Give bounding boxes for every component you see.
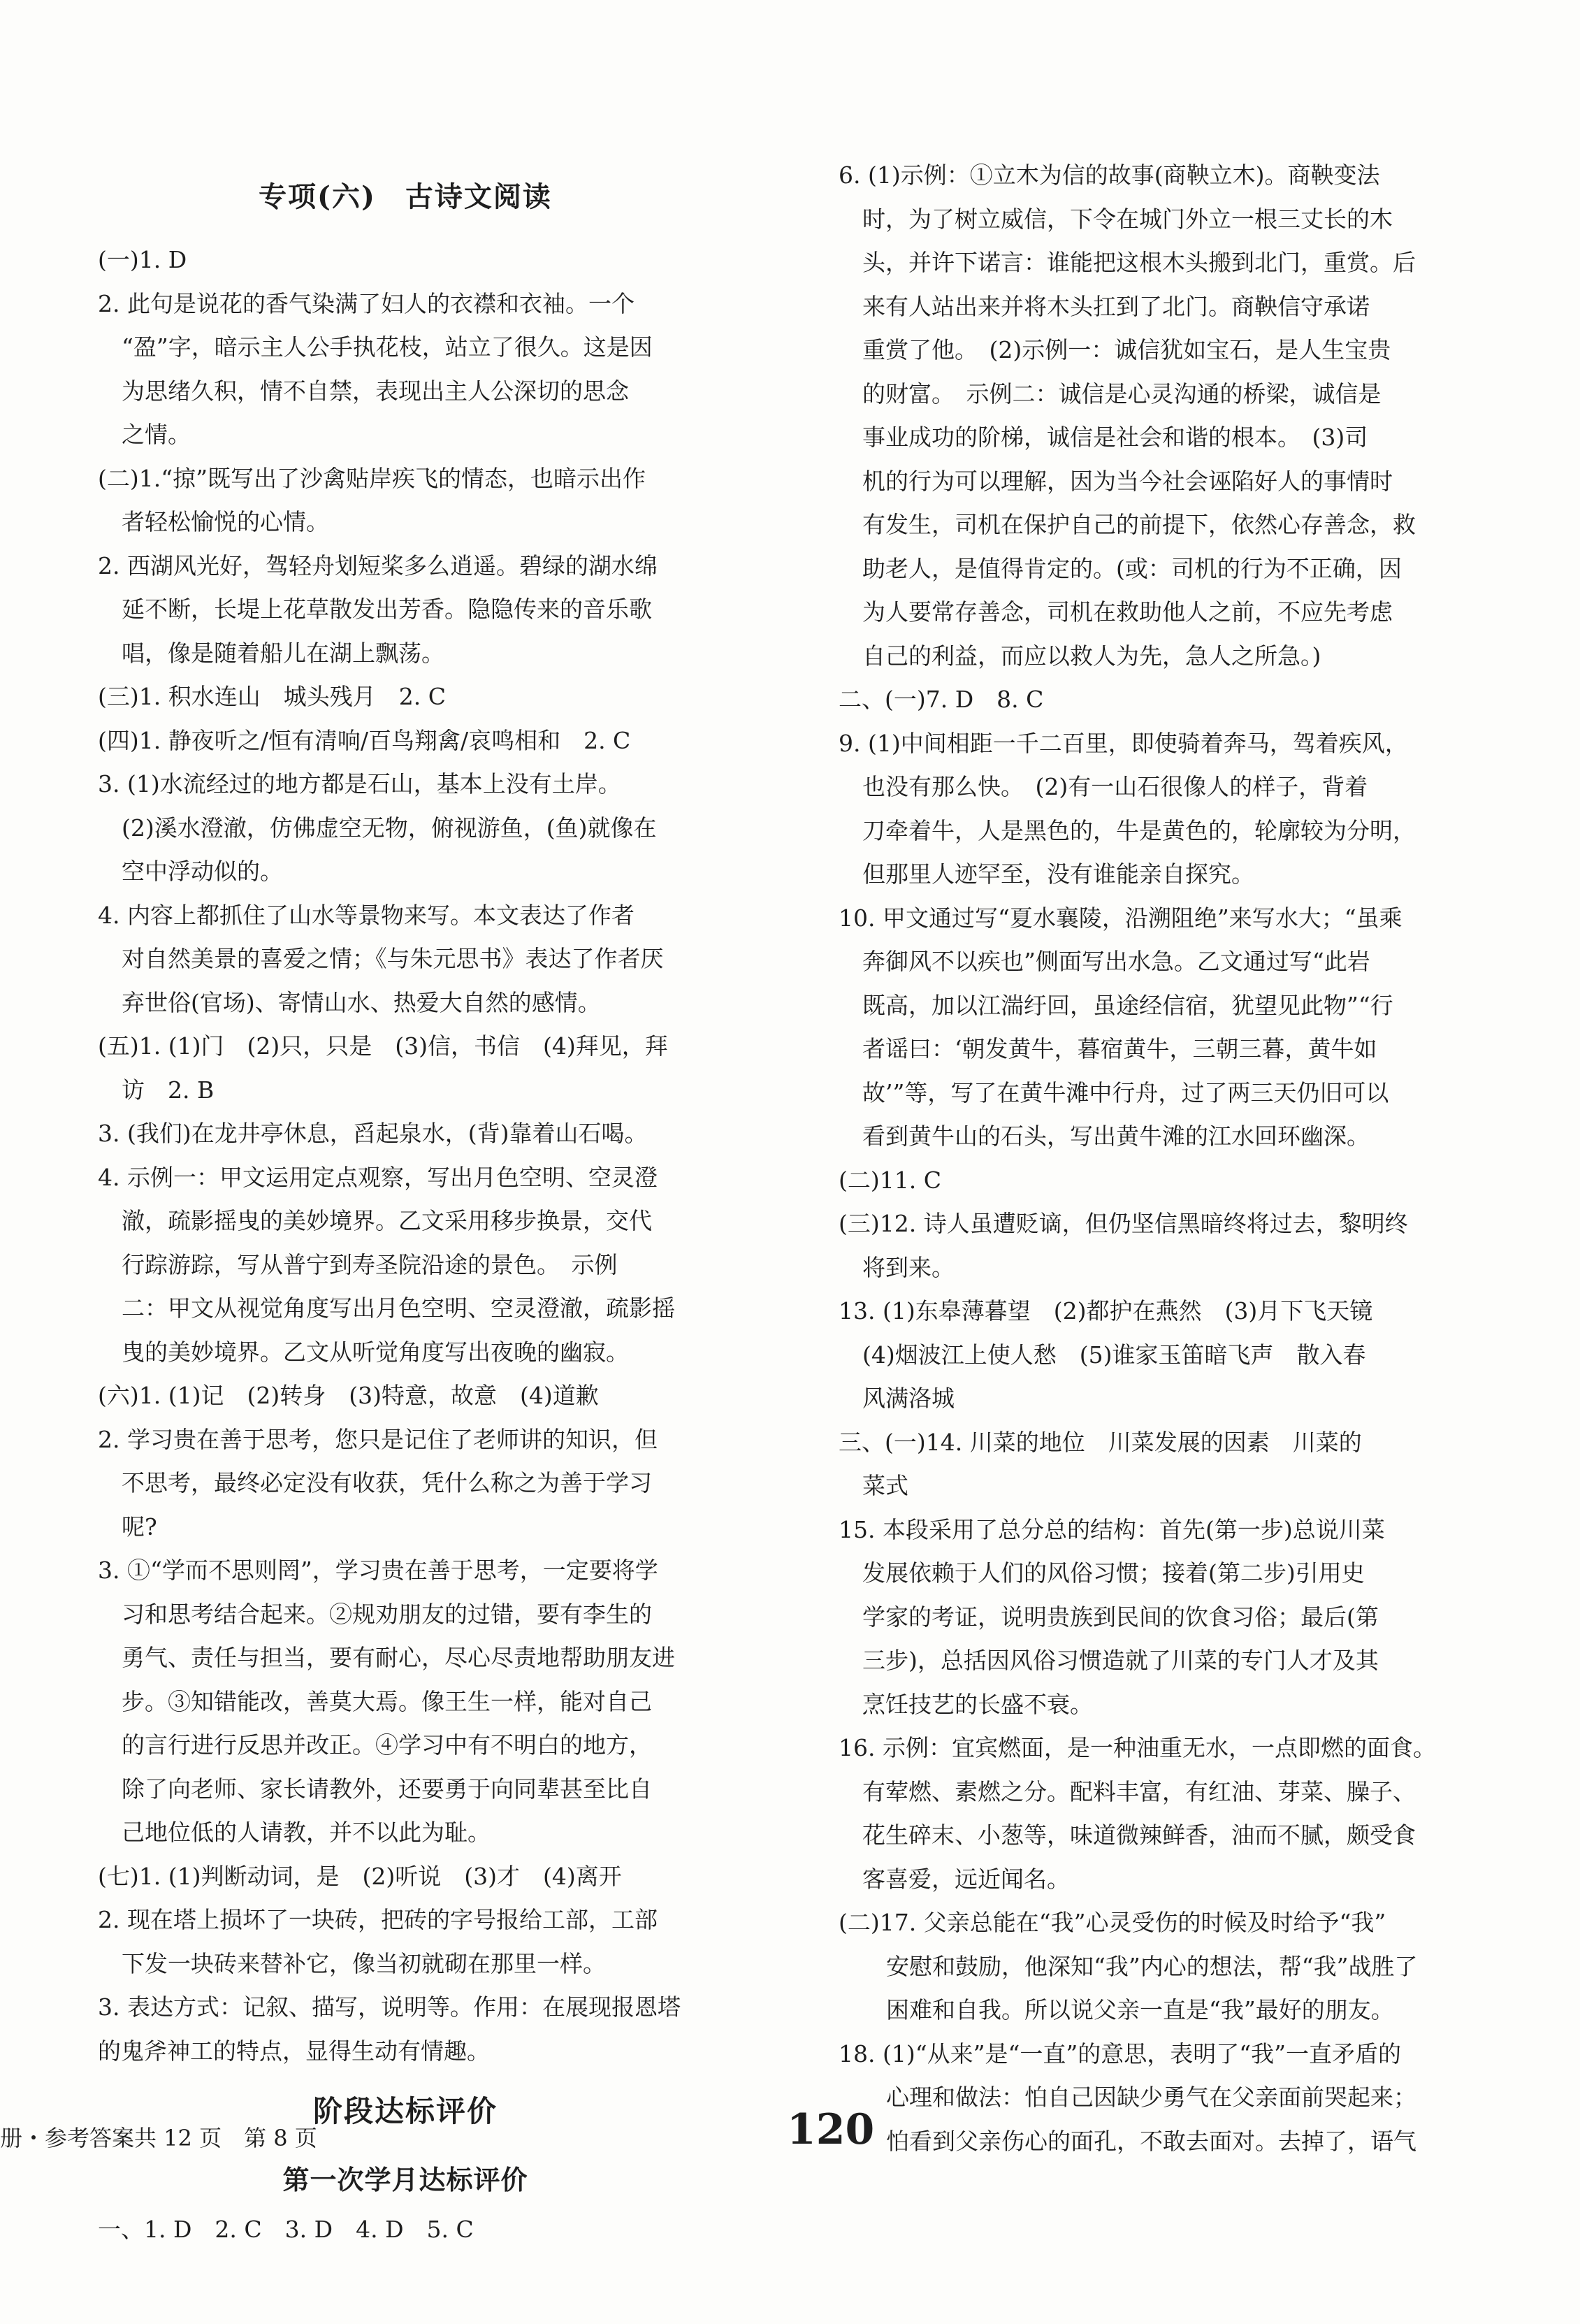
answer-line: (六)1. (1)记 (2)转身 (3)特意，故意 (4)道歉 xyxy=(98,1382,599,1409)
answer-line: (二)11. C xyxy=(839,1166,941,1194)
answer-line: 习和思考结合起来。②规劝朋友的过错，要有李生的 xyxy=(122,1600,652,1628)
answer-line: 一、1. D 2. C 3. D 4. D 5. C xyxy=(98,2216,474,2243)
answer-line: 不思考，最终必定没有收获，凭什么称之为善于学习 xyxy=(122,1469,652,1496)
answer-line: 的言行进行反思并改正。④学习中有不明白的地方， xyxy=(122,1731,652,1759)
answer-line: 3. (我们)在龙井亭休息，舀起泉水，(背)靠着山石喝。 xyxy=(98,1120,648,1147)
answer-line: 己地位低的人请教，并不以此为耻。 xyxy=(122,1819,491,1846)
answer-line: (七)1. (1)判断动词，是 (2)听说 (3)才 (4)离开 xyxy=(98,1862,622,1890)
answer-line: 下发一块砖来替补它，像当初就砌在那里一样。 xyxy=(122,1949,606,1977)
answer-line: 烹饪技艺的长盛不衰。 xyxy=(862,1690,1093,1718)
answer-line: 4. 内容上都抓住了山水等景物来写。本文表达了作者 xyxy=(98,901,635,929)
answer-line: 曳的美妙境界。乙文从听觉角度写出夜晚的幽寂。 xyxy=(122,1338,629,1366)
answer-line: 18. (1)“从来”是“一直”的意思，表明了“我”一直矛盾的 xyxy=(839,2040,1401,2067)
answer-line: 三步)，总括因风俗习惯造就了川菜的专门人才及其 xyxy=(862,1647,1379,1674)
answer-line: 15. 本段采用了总分总的结构：首先(第一步)总说川菜 xyxy=(839,1515,1385,1543)
answer-line: 学家的考证，说明贵族到民间的饮食习俗；最后(第 xyxy=(862,1603,1379,1631)
answer-line: 刀牵着牛，人是黑色的，牛是黄色的，轮廓较为分明， xyxy=(862,816,1416,844)
answer-line: 怕看到父亲伤心的面孔，不敢去面对。去掉了，语气 xyxy=(886,2127,1416,2155)
answer-line: 2. 西湖风光好，驾轻舟划短桨多么逍遥。碧绿的湖水绵 xyxy=(98,551,658,579)
answer-line: 有荤燃、素燃之分。配料丰富，有红油、芽菜、臊子、 xyxy=(862,1777,1416,1805)
answer-line: 3. 表达方式：记叙、描写，说明等。作用：在展现报恩塔 xyxy=(98,1993,681,2021)
answer-line: 二：甲文从视觉角度写出月色空明、空灵澄澈，疏影摇 xyxy=(122,1294,675,1322)
answer-line: 机的行为可以理解，因为当今社会诬陷好人的事情时 xyxy=(862,467,1393,495)
answer-block-a xyxy=(98,238,713,2073)
answer-line: 二、(一)7. D 8. C xyxy=(839,686,1044,713)
answer-line: (2)溪水澄澈，仿佛虚空无物，俯视游鱼，(鱼)就像在 xyxy=(122,814,657,842)
answer-line: 唱，像是随着船儿在湖上飘荡。 xyxy=(122,639,444,667)
answer-line: 时，为了树立威信，下令在城门外立一根三丈长的木 xyxy=(862,205,1393,233)
answer-line: 之情。 xyxy=(122,421,191,448)
answer-line: 心理和做法：怕自己因缺少勇气在父亲面前哭起来； xyxy=(886,2084,1416,2111)
answer-line: 既高，加以江湍纡回，虽途经信宿，犹望见此物”“行 xyxy=(862,991,1393,1019)
answer-line: 头，并许下诺言：谁能把这根木头搬到北门，重赏。后 xyxy=(862,249,1416,276)
answer-line: 2. 学习贵在善于思考，您只是记住了老师讲的知识，但 xyxy=(98,1425,658,1453)
answer-line: 将到来。 xyxy=(862,1253,955,1281)
answer-line: 安慰和鼓励，他深知“我”内心的想法，帮“我”战胜了 xyxy=(886,1952,1418,1980)
footer-page-info: 册・参考答案共 12 页 第 8 页 xyxy=(0,2125,317,2151)
answer-line: 10. 甲文通过写“夏水襄陵，沿溯阻绝”来写水大；“虽乘 xyxy=(839,904,1403,932)
answer-line: 三、(一)14. 川菜的地位 川菜发展的因素 川菜的 xyxy=(839,1428,1362,1456)
left-column xyxy=(98,154,713,2252)
answer-line: 有发生，司机在保护自己的前提下，依然心存善念，救 xyxy=(862,511,1416,538)
monthly-evaluation-title: 第一次学月达标评价 xyxy=(282,2164,528,2195)
answer-line: 呢? xyxy=(122,1513,157,1540)
answer-line: 除了向老师、家长请教外，还要勇于向同辈甚至比自 xyxy=(122,1775,652,1803)
answer-line: 故’”等，写了在黄牛滩中行舟，过了两三天仍旧可以 xyxy=(862,1078,1389,1106)
answer-line: (四)1. 静夜听之/恒有清响/百鸟翔禽/哀鸣相和 2. C xyxy=(98,726,631,754)
right-column xyxy=(839,154,1454,2163)
answer-line: 延不断，长堤上花草散发出芳香。隐隐传来的音乐歌 xyxy=(122,596,652,623)
answer-line: 事业成功的阶梯，诚信是社会和谐的根本。 (3)司 xyxy=(862,424,1368,451)
answer-line: 看到黄牛山的石头，写出黄牛滩的江水回环幽深。 xyxy=(862,1123,1370,1150)
answer-line: 风满洛城 xyxy=(862,1385,955,1412)
answer-line: 但那里人迹罕至，没有谁能亲自探究。 xyxy=(862,860,1254,888)
answer-line: 6. (1)示例：①立木为信的故事(商鞅立木)。商鞅变法 xyxy=(839,161,1380,189)
answer-line: 对自然美景的喜爱之情；《与朱元思书》表达了作者厌 xyxy=(122,945,664,972)
answer-line: 为人要常存善念，司机在救助他人之前，不应先考虑 xyxy=(862,598,1393,626)
answer-line: 访 2. B xyxy=(122,1076,215,1104)
answer-line: 发展依赖于人们的风俗习惯；接着(第二步)引用史 xyxy=(862,1559,1365,1587)
answer-line: 的财富。 示例二：诚信是心灵沟通的桥梁，诚信是 xyxy=(862,380,1382,407)
answer-line: 行踪游踪，写从普宁到寿圣院沿途的景色。 示例 xyxy=(122,1250,618,1278)
answer-line: 16. 示例：宜宾燃面，是一种油重无水，一点即燃的面食。 xyxy=(839,1734,1436,1761)
stage-evaluation-title: 阶段达标评价 xyxy=(312,2094,498,2128)
answer-line: 奔御风不以疾也”侧面写出水急。乙文通过写“此岩 xyxy=(862,948,1370,975)
answer-line: 者谣曰：‘朝发黄牛，暮宿黄牛，三朝三暮，黄牛如 xyxy=(862,1035,1377,1062)
answer-line: (4)烟波江上使人愁 (5)谁家玉笛暗飞声 散入春 xyxy=(862,1341,1366,1369)
answer-line: 也没有那么快。 (2)有一山石很像人的样子，背着 xyxy=(862,773,1368,800)
answer-line: 助老人，是值得肯定的。(或：司机的行为不正确，因 xyxy=(862,554,1402,582)
answer-line: “盈”字，暗示主人公手执花枝，站立了很久。这是因 xyxy=(122,333,653,361)
answer-line: 13. (1)东皋薄暮望 (2)都护在燕然 (3)月下飞天镜 xyxy=(839,1297,1373,1325)
answer-line: 困难和自我。所以说父亲一直是“我”最好的朋友。 xyxy=(886,1996,1394,2023)
answer-line: 弃世俗(官场)、寄情山水、热爱大自然的感情。 xyxy=(122,988,601,1016)
answer-line: 3. (1)水流经过的地方都是石山，基本上没有土岸。 xyxy=(98,770,621,797)
answer-line: (二)1.“掠”既写出了沙禽贴岸疾飞的情态，也暗示出作 xyxy=(98,464,646,492)
answer-line: 来有人站出来并将木头扛到了北门。商鞅信守承诺 xyxy=(862,292,1370,320)
answer-line: 2. 此句是说花的香气染满了妇人的衣襟和衣袖。一个 xyxy=(98,289,635,317)
answer-line: 菜式 xyxy=(862,1472,908,1499)
answer-line: 4. 示例一：甲文运用定点观察，写出月色空明、空灵澄 xyxy=(98,1163,658,1191)
answer-line: (五)1. (1)门 (2)只，只是 (3)信，书信 (4)拜见，拜 xyxy=(98,1032,668,1060)
answer-line: 重赏了他。 (2)示例一：诚信犹如宝石，是人生宝贵 xyxy=(862,336,1391,363)
answer-line: 2. 现在塔上损坏了一块砖，把砖的字号报给工部，工部 xyxy=(98,1906,658,1933)
answer-line: 为思绪久积，情不自禁，表现出主人公深切的思念 xyxy=(122,377,629,405)
answer-line: 9. (1)中间相距一千二百里，即使骑着奔马，驾着疾风， xyxy=(839,729,1408,757)
answer-line: 勇气、责任与担当，要有耐心，尽心尽责地帮助朋友进 xyxy=(122,1644,675,1671)
answer-line: (二)17. 父亲总能在“我”心灵受伤的时候及时给予“我” xyxy=(839,1909,1386,1936)
answer-line: 者轻松愉悦的心情。 xyxy=(122,508,329,535)
answer-line: 3. ①“学而不思则罔”，学习贵在善于思考，一定要将学 xyxy=(98,1557,658,1584)
page-number: 120 xyxy=(787,2105,875,2154)
answer-line: 空中浮动似的。 xyxy=(122,858,283,885)
answer-line: 花生碎末、小葱等，味道微辣鲜香，油而不腻，颇受食 xyxy=(862,1821,1416,1849)
answer-line: 的鬼斧神工的特点，显得生动有情趣。 xyxy=(98,2037,490,2065)
answer-line: 澈，疏影摇曳的美妙境界。乙文采用移步换景，交代 xyxy=(122,1207,652,1234)
answer-line: 客喜爱，远近闻名。 xyxy=(862,1865,1070,1893)
answer-line: (三)12. 诗人虽遭贬谪，但仍坚信黑暗终将过去，黎明终 xyxy=(839,1210,1408,1237)
answer-line: 步。③知错能改，善莫大焉。像王生一样，能对自己 xyxy=(122,1687,652,1715)
answer-line: (三)1. 积水连山 城头残月 2. C xyxy=(98,683,446,710)
section-title: 专项(六) 古诗文阅读 xyxy=(259,180,552,213)
answer-block-b xyxy=(98,2208,713,2252)
answer-line: (一)1. D xyxy=(98,246,187,273)
answer-line: 自己的利益，而应以救人为先，急人之所急。) xyxy=(862,642,1321,670)
